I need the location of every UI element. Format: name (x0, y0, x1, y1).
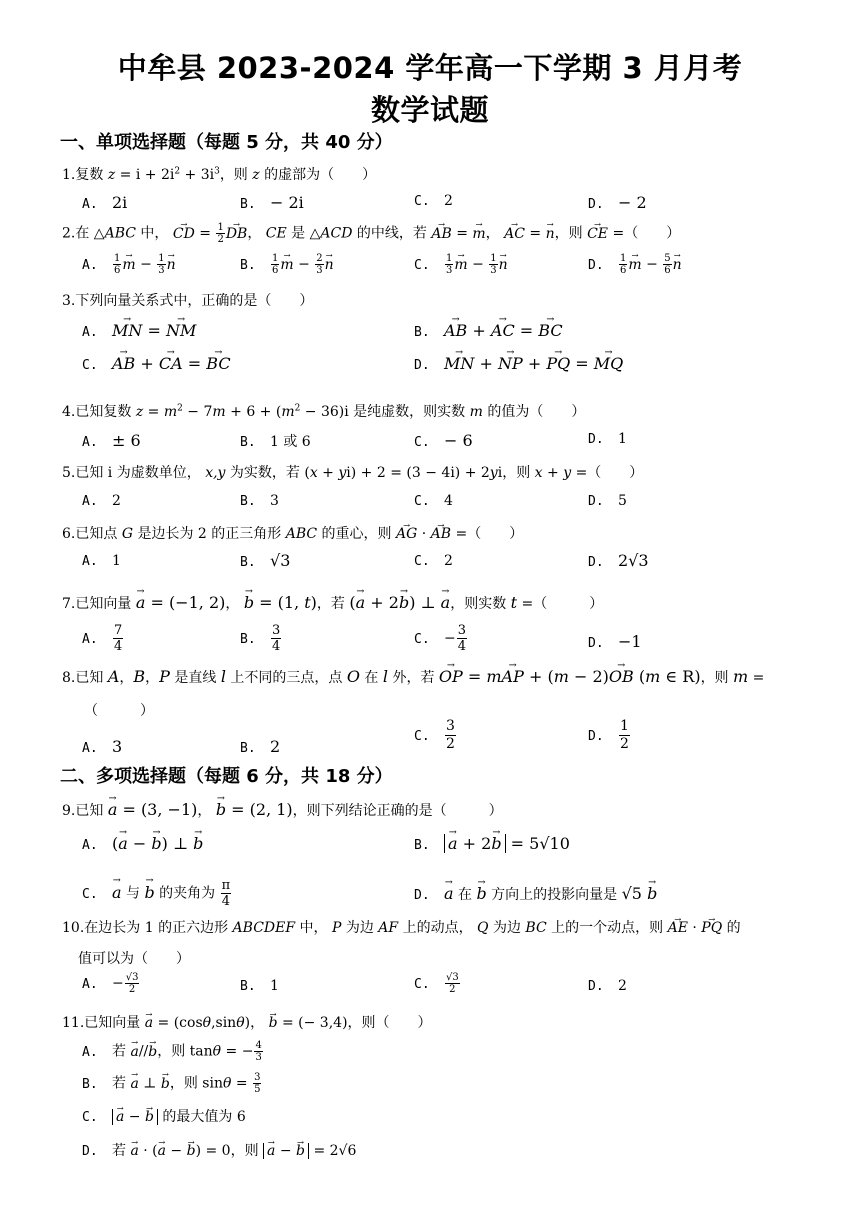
option-c[interactable]: C. $\frac{3}{2}$ (414, 718, 455, 752)
question-1: 1.复数 $z = i + 2i^2 + 3i^3$，则 z 的虚部为（ ） (62, 166, 377, 183)
option-d[interactable]: D.→ MN + → NP + → PQ = → MQ (414, 354, 623, 373)
option-d[interactable]: D.→ a 在 → b 方向上的投影向量是 √5 → b (414, 884, 657, 904)
question-5: 5.已知 i 为虚数单位， x,y 为实数，若 (x + yi) + 2 = (3 − 4i) + 2yi，则 x + y =（ ） (62, 465, 644, 481)
option-a[interactable]: A. 2 (82, 493, 121, 509)
option-c[interactable]: C. 4 (414, 493, 453, 509)
option-a[interactable]: A. ± 6 (82, 431, 141, 450)
option-d[interactable]: D. $\frac{1}{2}$ (588, 718, 629, 752)
question-9: 9.已知 → a = (3, −1)， → b = (2, 1)，则下列结论正确的是（ ） (62, 800, 503, 820)
question-10-cont: 值可以为（ ） (78, 951, 190, 967)
question-11: 11.已知向量 → a = (cosθ,sinθ)， → b = (− 3,4)，则（ ） (62, 1012, 432, 1032)
question-4: 4.已知复数 $z = m^2 - 7m + 6 + (m^2 - 36)i$ 是纯虚数，则实数 m 的值为（ ） (62, 403, 586, 420)
option-c[interactable]: C. − $\frac{3}{4}$ (414, 623, 467, 654)
option-b[interactable]: B. √3 (240, 551, 291, 570)
option-b[interactable]: B. 2 (240, 737, 281, 756)
option-c[interactable]: C. $\frac{√3}{2}$ (414, 972, 459, 995)
option-a[interactable]: A. 若 → a//→ b，则 tanθ = − $\frac{4}{3}$ (82, 1040, 264, 1063)
option-c[interactable]: C. 2 (414, 553, 453, 569)
option-b[interactable]: B. 若 → a ⊥ → b，则 sinθ = $\frac{3}{5}$ (82, 1072, 262, 1095)
option-b[interactable]: B.→ a + 2→ b = 5√10 (414, 834, 570, 853)
option-b[interactable]: B. $\frac{1}{6}$ → m − $\frac{2}{3}$ → n (240, 253, 334, 276)
option-a[interactable]: A.→ MN = → NM (82, 321, 196, 340)
option-c[interactable]: C.→ a − → b 的最大值为 6 (82, 1106, 246, 1126)
page-subtitle: 数学试题 (370, 93, 489, 127)
option-a[interactable]: A. 3 (82, 737, 123, 756)
section-heading-single: 一、单项选择题（每题 5 分，共 40 分） (60, 132, 393, 153)
option-c[interactable]: C. $\frac{1}{3}$ → m − $\frac{1}{3}$ → n (414, 253, 508, 276)
option-c[interactable]: C. 2 (414, 193, 453, 209)
question-8-cont: （ ） (84, 703, 154, 719)
option-c[interactable]: C.→ a 与 → b 的夹角为 $\frac{\pi}{4}$ (82, 878, 232, 909)
option-a[interactable]: A. $\frac{7}{4}$ (82, 623, 123, 654)
question-3: 3.下列向量关系式中，正确的是（ ） (62, 293, 314, 309)
option-d[interactable]: D. $\frac{1}{6}$ → m − $\frac{5}{6}$ → n (588, 253, 682, 276)
option-b[interactable]: B.→ AB + → AC = → BC (414, 321, 563, 340)
option-b[interactable]: B. 1 (240, 978, 279, 994)
option-b[interactable]: B. 3 (240, 493, 279, 509)
option-d[interactable]: D. − 2 (588, 193, 647, 212)
question-10: 10.在边长为 1 的正六边形 ABCDEF 中， P 为边 AF 上的动点， Q 为边 BC 上的一个动点，则 → AE · → PQ 的 (62, 917, 741, 937)
option-a[interactable]: A. (→ a − → b) ⊥ → b (82, 834, 203, 853)
question-8: 8.已知 A，B，P 是直线 l 上不同的三点，点 O 在 l 外，若 → OP = m→ AP + (m − 2)→ OB (m ∈ R)，则 m = (62, 667, 764, 687)
option-d[interactable]: D. 2√3 (588, 551, 649, 570)
option-d[interactable]: D. 2 (588, 978, 627, 994)
option-b[interactable]: B. − 2i (240, 193, 304, 212)
question-6: 6.已知点 G 是边长为 2 的正三角形 ABC 的重心，则 → AG · → AB =（ ） (62, 523, 523, 543)
option-a[interactable]: A. − $\frac{√3}{2}$ (82, 972, 139, 995)
page-title: 中牟县 2023-2024 学年高一下学期 3 月月考 (117, 51, 743, 85)
section-heading-multi: 二、多项选择题（每题 6 分，共 18 分） (60, 766, 393, 787)
option-a[interactable]: A. 2i (82, 193, 128, 212)
option-d[interactable]: D. 若 → a · (→ a − → b) = 0，则 → a − → b = 2√6 (82, 1140, 356, 1160)
option-c[interactable]: C. − 6 (414, 431, 473, 450)
option-d[interactable]: D. −1 (588, 632, 642, 651)
option-d[interactable]: D. 1 (588, 431, 627, 447)
option-a[interactable]: A. $\frac{1}{6}$ → m − $\frac{1}{3}$ → n (82, 253, 176, 276)
option-b[interactable]: B. $\frac{3}{4}$ (240, 623, 281, 654)
question-2: 2.在 △ABC 中， → CD = $\frac{1}{2}$ → DB， CE 是 △ACD 的中线，若 → AB = → m， → AC = → n，则 → CE =（ ） (62, 222, 680, 245)
option-b[interactable]: B. 1 或 6 (240, 434, 311, 450)
option-a[interactable]: A. 1 (82, 553, 121, 569)
option-c[interactable]: C.→ AB + → CA = → BC (82, 354, 231, 373)
question-7: 7.已知向量 → a = (−1, 2)， → b = (1, t)，若 (→ a + 2→ b) ⊥ → a，则实数 t =（ ） (62, 593, 603, 613)
question-number: 1. (62, 167, 76, 183)
option-d[interactable]: D. 5 (588, 493, 627, 509)
